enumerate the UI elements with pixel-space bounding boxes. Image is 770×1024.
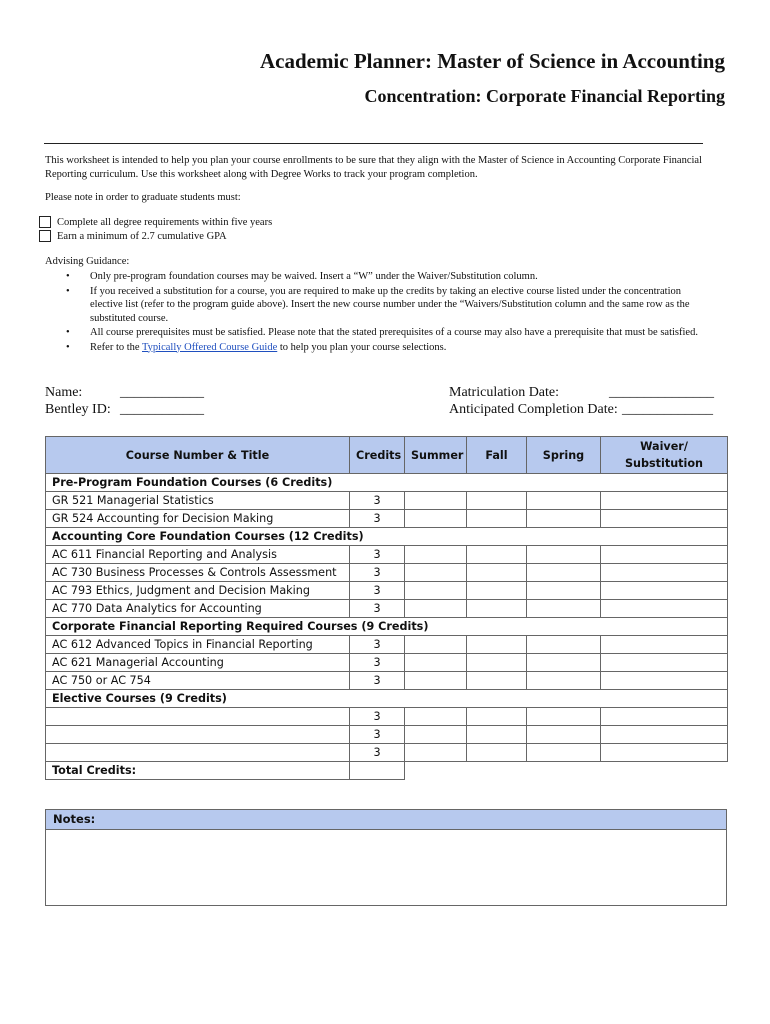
summer-cell[interactable]: [405, 510, 467, 528]
completion-date-field[interactable]: _____________: [622, 402, 713, 417]
section-row: [46, 528, 728, 546]
notes-label: Notes:: [46, 810, 726, 830]
table-row: [46, 600, 728, 618]
summer-cell[interactable]: [405, 564, 467, 582]
table-row: [46, 726, 728, 744]
credits-cell: 3: [350, 564, 405, 582]
course-cell: AC 770 Data Analytics for Accounting: [46, 600, 350, 618]
completion-date-label: Anticipated Completion Date:: [449, 402, 618, 417]
table-row: [46, 708, 728, 726]
fall-cell[interactable]: [467, 636, 527, 654]
col-fall: Fall: [467, 437, 527, 474]
waiver-cell[interactable]: [601, 492, 728, 510]
list-item: [66, 270, 716, 284]
matriculation-date-label: Matriculation Date:: [449, 385, 560, 400]
credits-cell: 3: [350, 708, 405, 726]
fall-cell[interactable]: [467, 546, 527, 564]
spring-cell[interactable]: [527, 708, 601, 726]
table-row: [46, 546, 728, 564]
credits-cell: 3: [350, 546, 405, 564]
section-title: Elective Courses (9 Credits): [46, 690, 728, 708]
page-subtitle: Concentration: Corporate Financial Reporting: [364, 86, 725, 106]
credits-cell: 3: [350, 492, 405, 510]
fall-cell[interactable]: [467, 582, 527, 600]
spring-cell[interactable]: [527, 636, 601, 654]
waiver-cell[interactable]: [601, 564, 728, 582]
table-header-row: [46, 437, 728, 474]
matriculation-date-field[interactable]: _______________: [609, 385, 714, 400]
fall-cell[interactable]: [467, 726, 527, 744]
course-guide-link[interactable]: Typically Offered Course Guide: [142, 341, 278, 353]
col-credits: Credits: [350, 437, 405, 474]
bentley-id-label: Bentley ID:: [45, 402, 111, 417]
elective-course-cell[interactable]: [46, 744, 350, 762]
table-row: [46, 582, 728, 600]
elective-course-cell[interactable]: [46, 708, 350, 726]
table-row: [46, 744, 728, 762]
waiver-cell[interactable]: [601, 600, 728, 618]
table-row: [46, 492, 728, 510]
col-course: Course Number & Title: [46, 437, 350, 474]
section-row: [46, 618, 728, 636]
waiver-cell[interactable]: [601, 654, 728, 672]
col-waiver: [601, 437, 728, 474]
table-row: [46, 636, 728, 654]
fall-cell[interactable]: [467, 744, 527, 762]
section-title: Corporate Financial Reporting Required Courses (9 Credits): [46, 618, 728, 636]
credits-cell: 3: [350, 672, 405, 690]
col-summer: Summer: [405, 437, 467, 474]
summer-cell[interactable]: [405, 672, 467, 690]
summer-cell[interactable]: [405, 582, 467, 600]
spring-cell[interactable]: [527, 600, 601, 618]
total-label: Total Credits:: [46, 762, 350, 780]
elective-course-cell[interactable]: [46, 726, 350, 744]
spring-cell[interactable]: [527, 744, 601, 762]
spring-cell[interactable]: [527, 492, 601, 510]
bullet-icon: •: [66, 341, 70, 353]
requirement-label: Earn a minimum of 2.7 cumulative GPA: [57, 230, 227, 242]
credits-cell: 3: [350, 726, 405, 744]
fall-cell[interactable]: [467, 654, 527, 672]
credits-cell: 3: [350, 582, 405, 600]
table-row: [46, 510, 728, 528]
fall-cell[interactable]: [467, 672, 527, 690]
fall-cell[interactable]: [467, 492, 527, 510]
table-row: [46, 654, 728, 672]
section-row: [46, 474, 728, 492]
table-row: [46, 672, 728, 690]
credits-cell: 3: [350, 654, 405, 672]
spring-cell[interactable]: [527, 672, 601, 690]
spring-cell[interactable]: [527, 564, 601, 582]
waiver-cell[interactable]: [601, 672, 728, 690]
credits-cell: 3: [350, 510, 405, 528]
total-row: [46, 762, 728, 780]
bullet-text-post: to help you plan your course selections.: [279, 341, 447, 353]
graduation-note: Please note in order to graduate students must:: [45, 192, 241, 203]
summer-cell[interactable]: [405, 744, 467, 762]
fall-cell[interactable]: [467, 600, 527, 618]
waiver-cell[interactable]: [601, 708, 728, 726]
bullet-icon: •: [66, 271, 70, 282]
name-field[interactable]: ____________: [120, 385, 204, 400]
list-item: [66, 285, 716, 326]
empty-cell: [405, 762, 728, 780]
spring-cell[interactable]: [527, 582, 601, 600]
col-waiver-line1: Waiver/: [640, 440, 688, 453]
fall-cell[interactable]: [467, 708, 527, 726]
summer-cell[interactable]: [405, 654, 467, 672]
summer-cell[interactable]: [405, 636, 467, 654]
bullet-text: Only pre-program foundation courses may be waived. Insert a “W” under the Waiver/Substitution column.: [90, 271, 538, 282]
course-cell: GR 521 Managerial Statistics: [46, 492, 350, 510]
checkbox[interactable]: [39, 216, 51, 228]
section-title: Accounting Core Foundation Courses (12 Credits): [46, 528, 728, 546]
bullet-text-pre: Refer to the: [90, 341, 140, 353]
page-title: Academic Planner: Master of Science in Accounting: [259, 49, 725, 73]
list-item: [66, 341, 716, 355]
credits-cell: 3: [350, 636, 405, 654]
advising-list: [66, 270, 716, 355]
spring-cell[interactable]: [527, 546, 601, 564]
waiver-cell[interactable]: [601, 726, 728, 744]
spring-cell[interactable]: [527, 726, 601, 744]
checkbox[interactable]: [39, 230, 51, 242]
summer-cell[interactable]: [405, 600, 467, 618]
requirement-item: [39, 216, 272, 228]
waiver-cell[interactable]: [601, 744, 728, 762]
list-item: [66, 326, 716, 340]
intro-text: This worksheet is intended to help you plan your course enrollments to be sure that they align with the Master of Science in Accounting Corporate Financial Reporting curriculum. Use this worksheet along with Degree Works to track your program completion.: [45, 155, 702, 180]
section-row: [46, 690, 728, 708]
summer-cell[interactable]: [405, 546, 467, 564]
summer-cell[interactable]: [405, 708, 467, 726]
course-cell: AC 793 Ethics, Judgment and Decision Making: [46, 582, 350, 600]
waiver-cell[interactable]: [601, 636, 728, 654]
course-cell: AC 730 Business Processes & Controls Assessment: [46, 564, 350, 582]
summer-cell[interactable]: [405, 726, 467, 744]
summer-cell[interactable]: [405, 492, 467, 510]
fall-cell[interactable]: [467, 510, 527, 528]
waiver-cell[interactable]: [601, 546, 728, 564]
bullet-text: If you received a substitution for a course, you are required to make up the credits by taking an elective course listed under the concentration elective list (refer to the program guide above). Insert the new course number under the “Waivers/Substitution column and the same row as the substituted course.: [90, 285, 690, 324]
spring-cell[interactable]: [527, 510, 601, 528]
credits-cell: 3: [350, 744, 405, 762]
name-label: Name:: [45, 385, 83, 400]
course-cell: AC 621 Managerial Accounting: [46, 654, 350, 672]
course-cell: AC 611 Financial Reporting and Analysis: [46, 546, 350, 564]
advising-heading: Advising Guidance:: [45, 256, 130, 267]
total-credits-cell[interactable]: [350, 762, 405, 780]
fall-cell[interactable]: [467, 564, 527, 582]
divider: [44, 143, 703, 144]
bentley-id-field[interactable]: ____________: [120, 402, 204, 417]
notes-box[interactable]: [45, 809, 727, 906]
requirement-label: Complete all degree requirements within five years: [57, 216, 273, 228]
course-cell: AC 750 or AC 754: [46, 672, 350, 690]
bullet-icon: •: [66, 327, 70, 338]
table-row: [46, 564, 728, 582]
credits-cell: 3: [350, 600, 405, 618]
bullet-icon: •: [66, 285, 70, 297]
col-waiver-line2: Substitution: [624, 457, 704, 470]
section-title: Pre-Program Foundation Courses (6 Credits): [46, 474, 728, 492]
waiver-cell[interactable]: [601, 582, 728, 600]
col-spring: Spring: [527, 437, 601, 474]
bullet-text: All course prerequisites must be satisfied. Please note that the stated prerequisites of a course may also have a prerequisite that must be satisfied.: [90, 327, 698, 338]
requirement-item: [39, 230, 227, 242]
waiver-cell[interactable]: [601, 510, 728, 528]
course-cell: AC 612 Advanced Topics in Financial Reporting: [46, 636, 350, 654]
spring-cell[interactable]: [527, 654, 601, 672]
course-cell: GR 524 Accounting for Decision Making: [46, 510, 350, 528]
course-plan-table: [45, 436, 728, 780]
